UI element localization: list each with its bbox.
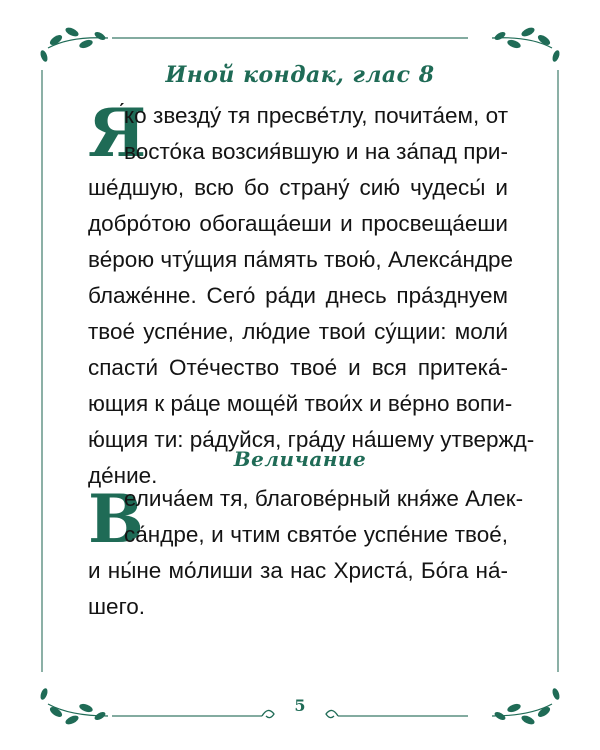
text-line: спасти́ Оте́чество твое́ и вся притека́- [88, 355, 508, 380]
section-heading-kontakion: Иной кондак, глас 8 [165, 62, 435, 88]
text-line: восто́ка возсия́вшую и на за́пад при- [124, 139, 508, 164]
kontakion-paragraph [88, 94, 535, 494]
text-line: ше́дшую, всю бо страну́ сию́ чудесы́ и [88, 175, 508, 200]
text-line: ющия к ра́це моще́й твои́х и ве́рно вопи- [88, 391, 513, 416]
text-line: добро́тою обогаща́еши и просвеща́еши [88, 211, 508, 236]
leaf-ornament-top-left-icon [39, 26, 108, 63]
text-line: ве́рою чту́щия па́мять твою́, Алекса́ндре [88, 247, 514, 272]
leaf-ornament-top-right-icon [492, 26, 561, 63]
text-line: са́ндре, и чтим свято́е успе́ние твое́, [124, 522, 508, 547]
magnification-paragraph [88, 481, 524, 625]
drop-cap-ve: В [88, 480, 144, 558]
text-line: и ны́не мо́лиши за нас Христа́, Бо́га на́- [88, 558, 508, 583]
text-line: шего. [88, 594, 146, 619]
text-line: еличáем тя, благове́рный кня́же Алек- [124, 486, 524, 511]
section-heading-magnification: Величание [233, 447, 367, 471]
drop-cap-ya: Я [88, 94, 147, 172]
text-line: ́ко звезду́ тя пресве́тлу, почита́ем, от [124, 103, 508, 128]
text-line: блаже́нне. Сего́ ра́ди днесь пра́зднуем [88, 283, 508, 308]
text-line: твое́ успе́ние, лю́дие твои́ су́щии: моли́ [88, 319, 508, 344]
text-line: де́ние. [88, 463, 158, 488]
page-number: 5 [294, 696, 306, 715]
text-line: ю́щия ти: ра́дуйся, гра́ду на́шему утвержд- [88, 427, 535, 452]
